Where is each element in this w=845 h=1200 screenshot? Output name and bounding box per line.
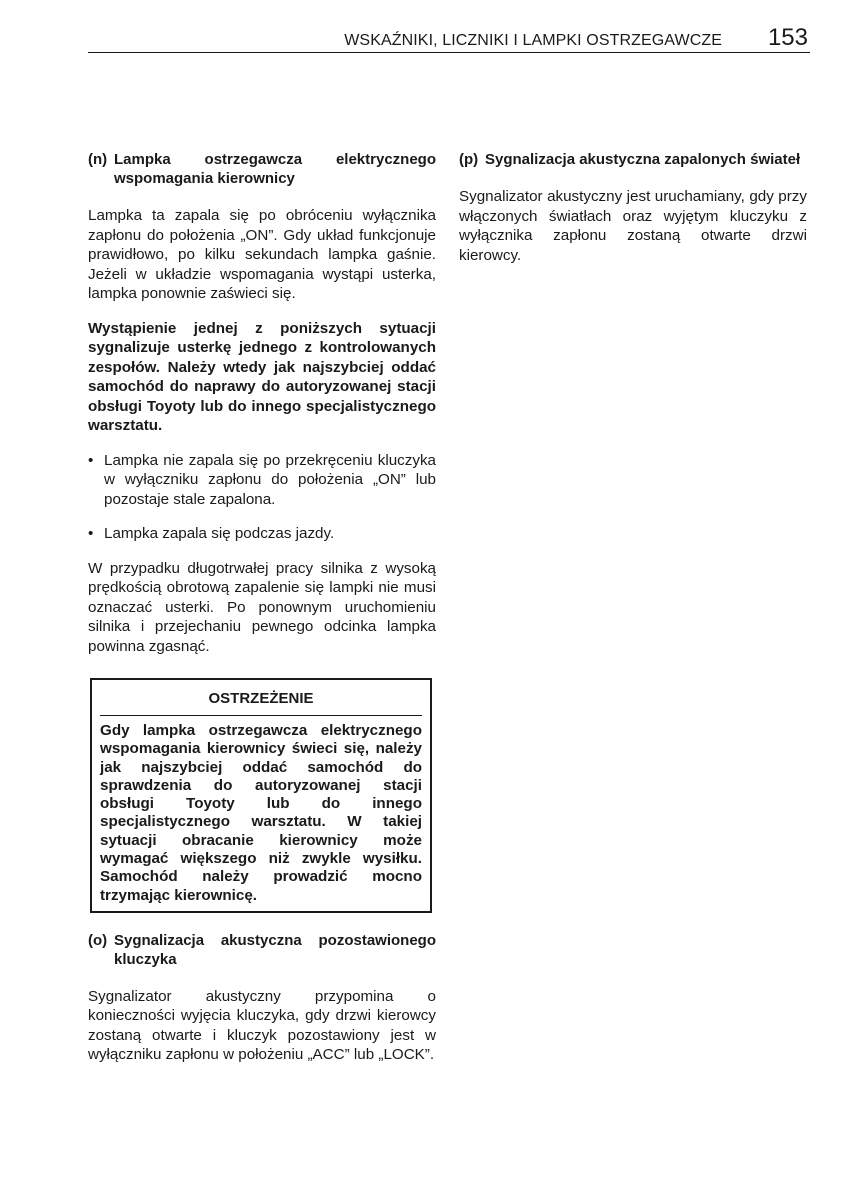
section-p-paragraph: Sygnalizator akustyczny jest uruchamiany, gdy przy włączonych światłach oraz wyjętym kluczyku z wyłącznika zapłonu zostaną otwarte drzwi kierowcy. — [459, 188, 807, 264]
section-n-title: Lampka ostrzegawcza elektrycznego wspomagania kierownicy — [114, 151, 436, 187]
warning-box — [90, 678, 432, 913]
right-column — [459, 150, 807, 280]
section-o-paragraph: Sygnalizator akustyczny przypomina o konieczności wyjęcia kluczyka, gdy drzwi kierowcy zostaną otwarte i kluczyk pozostawiony jest w wyłączniku zapłonu w położeniu „ACC” lub „LOCK”. — [88, 987, 436, 1064]
section-n-bullet-list — [88, 451, 436, 544]
section-o-title: Sygnalizacja akustyczna pozostawionego kluczyka — [114, 931, 436, 968]
header-title: WSKAŹNIKI, LICZNIKI I LAMPKI OSTRZEGAWCZE — [344, 32, 722, 49]
section-n-tag: (n) — [88, 151, 108, 168]
warning-title: OSTRZEŻENIE — [100, 680, 422, 716]
section-o-tag: (o) — [88, 931, 108, 949]
section-p-tag: (p) — [459, 151, 479, 168]
bullet-icon: • — [88, 451, 94, 469]
left-column — [88, 150, 436, 1080]
page-number: 153 — [767, 24, 808, 51]
section-o-heading — [88, 931, 436, 969]
page-header — [88, 24, 810, 53]
bullet-text: Lampka zapala się podczas jazdy. — [104, 525, 335, 542]
bullet-text: Lampka nie zapala się po przekręceniu kluczyka w wyłączniku zapłonu do położenia „ON” lub pozostaje stale zapalona. — [104, 451, 436, 508]
warning-text: Gdy lampka ostrzegawcza elektrycznego wspomagania kierownicy świeci się, należy jak najszybciej oddać samochód do sprawdzenia do autoryzowanej stacji obsługi Toyoty lub do innego specjalistycznego warsztatu. W takiej sytuacji obracanie kierownicy może wymagać większego niż zwykle wysiłku. Samochód należy prowadzić mocno trzymając kierownicę. — [100, 722, 422, 904]
list-item — [88, 524, 436, 544]
section-n-bold-paragraph: Wystąpienie jednej z poniższych sytuacji sygnalizuje usterkę jednego z kontrolowanych zespołów. Należy wtedy jak najszybciej oddać samochód do naprawy do autoryzowanej stacji obsługi Toyoty lub do innego specjalistycznego warsztatu. — [88, 319, 436, 434]
section-n-heading — [88, 150, 436, 188]
section-n-paragraph-1: Lampka ta zapala się po obróceniu wyłącznika zapłonu do położenia „ON”. Gdy układ funkcjonuje prawidłowo, po kilku sekundach lampka gaśnie. Jeżeli w układzie wspomagania wystąpi usterka, lampka ponownie zaświeci się. — [88, 207, 436, 302]
bullet-icon: • — [88, 525, 94, 542]
section-p-heading — [459, 150, 807, 169]
section-n-paragraph-3: W przypadku długotrwałej pracy silnika z wysoką prędkością obrotową zapalenie się lampki nie musi oznaczać usterki. Po ponownym uruchomieniu silnika i przejechaniu pewnego odcinka lampka powinna zgasnąć. — [88, 559, 436, 655]
list-item — [88, 451, 436, 510]
section-p-title: Sygnalizacja akustyczna zapalonych świateł — [485, 151, 801, 168]
